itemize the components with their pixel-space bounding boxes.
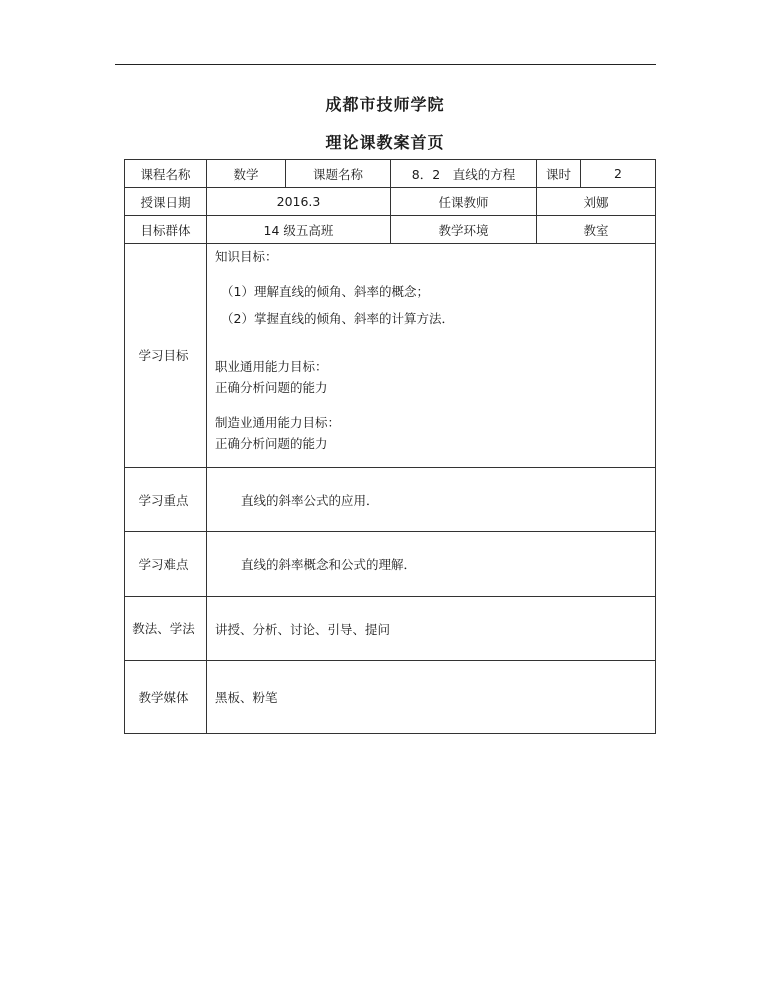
difficulties-label: 学习难点 bbox=[125, 532, 207, 597]
table-row bbox=[125, 597, 656, 661]
media-text: 黑板、粉笔 bbox=[207, 661, 656, 734]
manufacturing-goals-text: 正确分析问题的能力 bbox=[215, 436, 328, 451]
learning-goals-content bbox=[207, 244, 656, 468]
table-row bbox=[125, 661, 656, 734]
environment-label: 教学环境 bbox=[391, 216, 537, 244]
methods-text: 讲授、分析、讨论、引导、提问 bbox=[207, 597, 656, 661]
table-row bbox=[125, 216, 656, 244]
header-rule bbox=[115, 64, 656, 65]
knowledge-goals-title: 知识目标： bbox=[215, 249, 278, 264]
media-label: 教学媒体 bbox=[125, 661, 207, 734]
vocational-goals-title: 职业通用能力目标： bbox=[215, 359, 328, 374]
table-row bbox=[125, 244, 656, 468]
date-label: 授课日期 bbox=[125, 188, 207, 216]
environment-value: 教室 bbox=[537, 216, 656, 244]
table-row bbox=[125, 188, 656, 216]
document-title: 理论课教案首页 bbox=[325, 133, 445, 152]
knowledge-goal-item: （1）理解直线的倾角、斜率的概念； bbox=[221, 284, 429, 299]
difficulties-text: 直线的斜率概念和公式的理解． bbox=[207, 532, 656, 597]
topic-name-label: 课题名称 bbox=[286, 160, 391, 188]
target-group-value: 14 级五高班 bbox=[207, 216, 391, 244]
target-group-label: 目标群体 bbox=[125, 216, 207, 244]
table-row bbox=[125, 468, 656, 532]
table-row bbox=[125, 160, 656, 188]
key-points-text: 直线的斜率公式的应用． bbox=[207, 468, 656, 532]
vocational-goals-text: 正确分析问题的能力 bbox=[215, 380, 328, 395]
date-value: 2016.3 bbox=[207, 188, 391, 216]
hours-label: 课时 bbox=[537, 160, 581, 188]
topic-name-value: 8．2 直线的方程 bbox=[391, 160, 537, 188]
manufacturing-goals-title: 制造业通用能力目标： bbox=[215, 415, 341, 430]
hours-value: 2 bbox=[581, 160, 656, 188]
table-row bbox=[125, 532, 656, 597]
methods-label: 教法、学法 bbox=[125, 597, 207, 661]
course-name-label: 课程名称 bbox=[125, 160, 207, 188]
course-name-value: 数学 bbox=[207, 160, 286, 188]
teacher-label: 任课教师 bbox=[391, 188, 537, 216]
learning-goals-label: 学习目标 bbox=[125, 244, 207, 468]
teacher-value: 刘娜 bbox=[537, 188, 656, 216]
school-name: 成都市技师学院 bbox=[325, 95, 445, 114]
knowledge-goal-item: （2）掌握直线的倾角、斜率的计算方法． bbox=[221, 311, 454, 326]
key-points-label: 学习重点 bbox=[125, 468, 207, 532]
lesson-plan-table bbox=[124, 159, 656, 734]
